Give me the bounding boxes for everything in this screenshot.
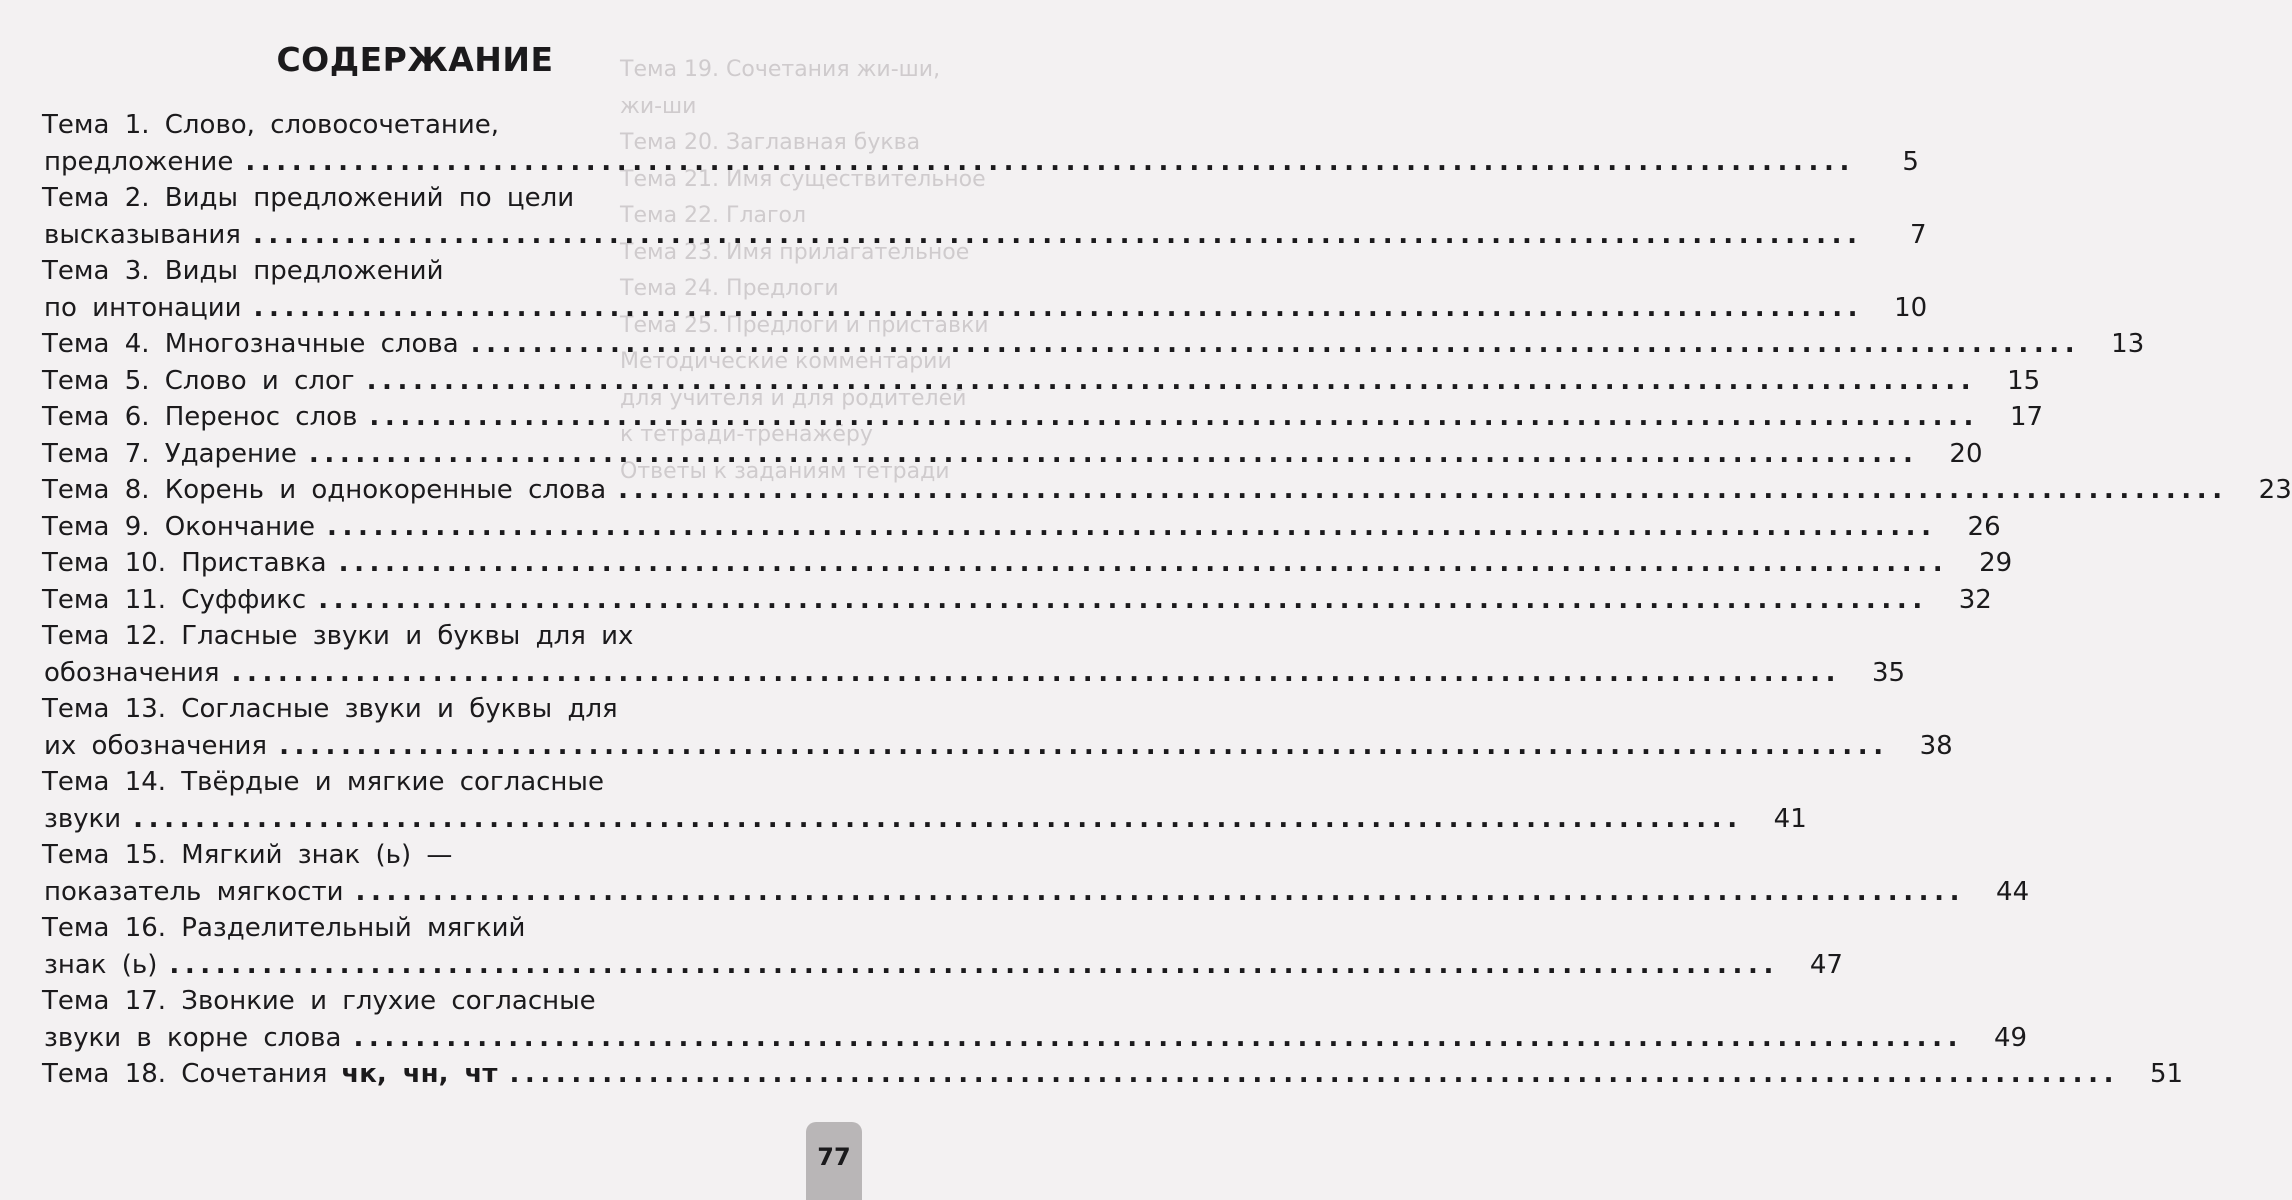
toc-page-number: 35 xyxy=(1872,657,1906,688)
toc-entry-text: Тема 18. Сочетания xyxy=(42,1059,328,1089)
dot-leader xyxy=(367,363,1977,400)
toc-entry-text: высказывания xyxy=(44,219,241,250)
toc-page-number: 29 xyxy=(1979,548,2013,578)
toc-entry-text: предложение xyxy=(44,146,234,177)
toc-entry[interactable] xyxy=(42,582,1992,619)
ghost-line: Методические комментарии xyxy=(620,349,952,374)
toc-entry[interactable] xyxy=(42,545,2013,582)
toc-entry[interactable] xyxy=(42,509,2001,546)
dot-leader xyxy=(133,801,1743,838)
dot-leader xyxy=(245,144,1855,181)
toc-entry-line xyxy=(42,509,2001,546)
toc-page-number: 41 xyxy=(1773,803,1807,834)
dot-leader xyxy=(253,217,1863,254)
page-title: СОДЕРЖАНИЕ xyxy=(276,40,554,79)
toc-entry-text: звуки в корне слова xyxy=(44,1022,342,1053)
toc-entry-line xyxy=(42,691,792,728)
page-number: 77 xyxy=(806,1122,862,1200)
dot-leader xyxy=(369,399,1979,436)
toc-entry-line xyxy=(42,1020,2028,1057)
toc-entry-line xyxy=(42,655,1906,692)
toc-entry-text: Тема 16. Разделительный мягкий xyxy=(42,913,526,943)
toc-page-number: 10 xyxy=(1894,292,1928,323)
toc-entry-line xyxy=(42,253,792,290)
toc-entry[interactable] xyxy=(42,837,2030,910)
toc-entry-text: знак (ь) xyxy=(44,949,158,980)
toc-entry-text: Тема 10. Приставка xyxy=(42,548,327,578)
ghost-line: Ответы к заданиям тетради xyxy=(620,458,950,484)
toc-entry-line xyxy=(42,874,2030,911)
toc-entry-text: Тема 11. Суффикс xyxy=(42,584,307,615)
toc-entry-line xyxy=(42,728,1953,765)
ghost-line: Тема 23. Имя прилагательное xyxy=(620,239,970,265)
toc-entry-text: Тема 12. Гласные звуки и буквы для их xyxy=(42,621,634,651)
toc-entry-line xyxy=(42,801,1807,838)
toc-entry[interactable] xyxy=(42,691,1953,764)
dot-leader xyxy=(309,436,1919,473)
toc-entry-text: Тема 15. Мягкий знак (ь) — xyxy=(42,840,453,870)
toc-entry-line xyxy=(42,582,1992,619)
ghost-line: Тема 25. Предлоги и приставки xyxy=(620,312,989,338)
toc-entry-text: Тема 4. Многозначные слова xyxy=(42,329,459,359)
ghost-line: для учителя и для родителей xyxy=(620,385,967,411)
toc-entry-line xyxy=(42,1056,2184,1093)
toc-entry-text: показатель мягкости xyxy=(44,876,344,907)
toc-entry[interactable] xyxy=(42,1056,2184,1093)
dot-leader xyxy=(353,1020,1963,1057)
dot-leader xyxy=(509,1056,2119,1093)
toc-entry-text: их обозначения xyxy=(44,730,268,761)
toc-entry[interactable] xyxy=(42,764,1807,837)
dot-leader xyxy=(356,874,1966,911)
dot-leader xyxy=(471,326,2081,363)
toc-entry-line xyxy=(42,764,792,801)
toc-page-number: 32 xyxy=(1958,584,1992,615)
toc-entry-line xyxy=(42,107,792,144)
ghost-line: к тетради-тренажёру xyxy=(620,422,873,447)
toc-entry-text: Тема 2. Виды предложений по цели xyxy=(42,183,575,213)
ghost-line: Тема 21. Имя существительное xyxy=(620,166,986,192)
toc-page-number: 7 xyxy=(1910,219,1927,250)
dot-leader xyxy=(169,947,1779,984)
toc-entry-text: Тема 13. Согласные звуки и буквы для xyxy=(42,694,618,724)
toc-entry-line xyxy=(42,472,2292,509)
dot-leader xyxy=(339,545,1949,582)
toc-entry-line xyxy=(42,837,792,874)
toc-entry-text: Тема 8. Корень и однокоренные слова xyxy=(42,475,607,505)
ghost-line: Тема 19. Сочетания жи-ши, xyxy=(620,57,941,82)
toc-entry-text: Тема 14. Твёрдые и мягкие согласные xyxy=(42,767,604,797)
toc-entry-text: Тема 7. Ударение xyxy=(42,438,297,469)
toc-page-number: 51 xyxy=(2149,1059,2184,1089)
toc-entry-text: обозначения xyxy=(44,657,220,688)
toc-entry-line xyxy=(42,545,2013,582)
toc-entry-text: Тема 3. Виды предложений xyxy=(42,256,444,286)
toc-entry-text: Тема 1. Слово, словосочетание, xyxy=(42,110,500,140)
toc-entry[interactable] xyxy=(42,983,2028,1056)
dot-leader xyxy=(618,472,2228,509)
toc-page-number: 49 xyxy=(1993,1022,2028,1053)
toc-entry-bold-letters: чк, чн, чт xyxy=(341,1059,498,1089)
toc-entry-line xyxy=(42,618,792,655)
toc-entry[interactable] xyxy=(42,910,1843,983)
toc-entry[interactable] xyxy=(42,472,2292,509)
toc-entry-line xyxy=(42,947,1843,984)
toc-entry-line xyxy=(42,180,792,217)
toc-entry-text: Тема 17. Звонкие и глухие согласные xyxy=(42,986,596,1016)
toc-page-number: 13 xyxy=(2111,329,2145,359)
toc-entry[interactable] xyxy=(42,618,1906,691)
toc-entry-text: Тема 6. Перенос слов xyxy=(42,402,358,432)
toc-entry-text: по интонации xyxy=(44,292,242,323)
ghost-line: Тема 22. Глагол xyxy=(620,203,807,228)
dot-leader xyxy=(232,655,1842,692)
toc-page-number: 38 xyxy=(1919,730,1953,761)
toc-page-number: 23 xyxy=(2258,475,2292,505)
toc-page-number: 5 xyxy=(1902,146,1919,177)
toc-page-number: 47 xyxy=(1809,949,1843,980)
toc-page-number: 15 xyxy=(2007,365,2041,396)
toc-page-number: 17 xyxy=(2009,402,2044,432)
toc-page-number: 20 xyxy=(1949,438,1983,469)
dot-leader xyxy=(327,509,1937,546)
toc-entry-line xyxy=(42,983,792,1020)
ghost-line: Тема 24. Предлоги xyxy=(620,276,839,301)
toc-page-number: 26 xyxy=(1967,511,2001,542)
toc-entry-text: звуки xyxy=(44,803,122,834)
toc-entry-text: Тема 9. Окончание xyxy=(42,511,316,542)
ghost-line: Тема 20. Заглавная буква xyxy=(620,130,921,155)
ghost-line: жи-ши xyxy=(620,93,697,119)
dot-leader xyxy=(254,290,1864,327)
toc-entry-text: Тема 5. Слово и слог xyxy=(42,365,355,396)
dot-leader xyxy=(318,582,1928,619)
dot-leader xyxy=(279,728,1889,765)
toc-page-number: 44 xyxy=(1996,876,2030,907)
toc-entry-line xyxy=(42,910,792,947)
